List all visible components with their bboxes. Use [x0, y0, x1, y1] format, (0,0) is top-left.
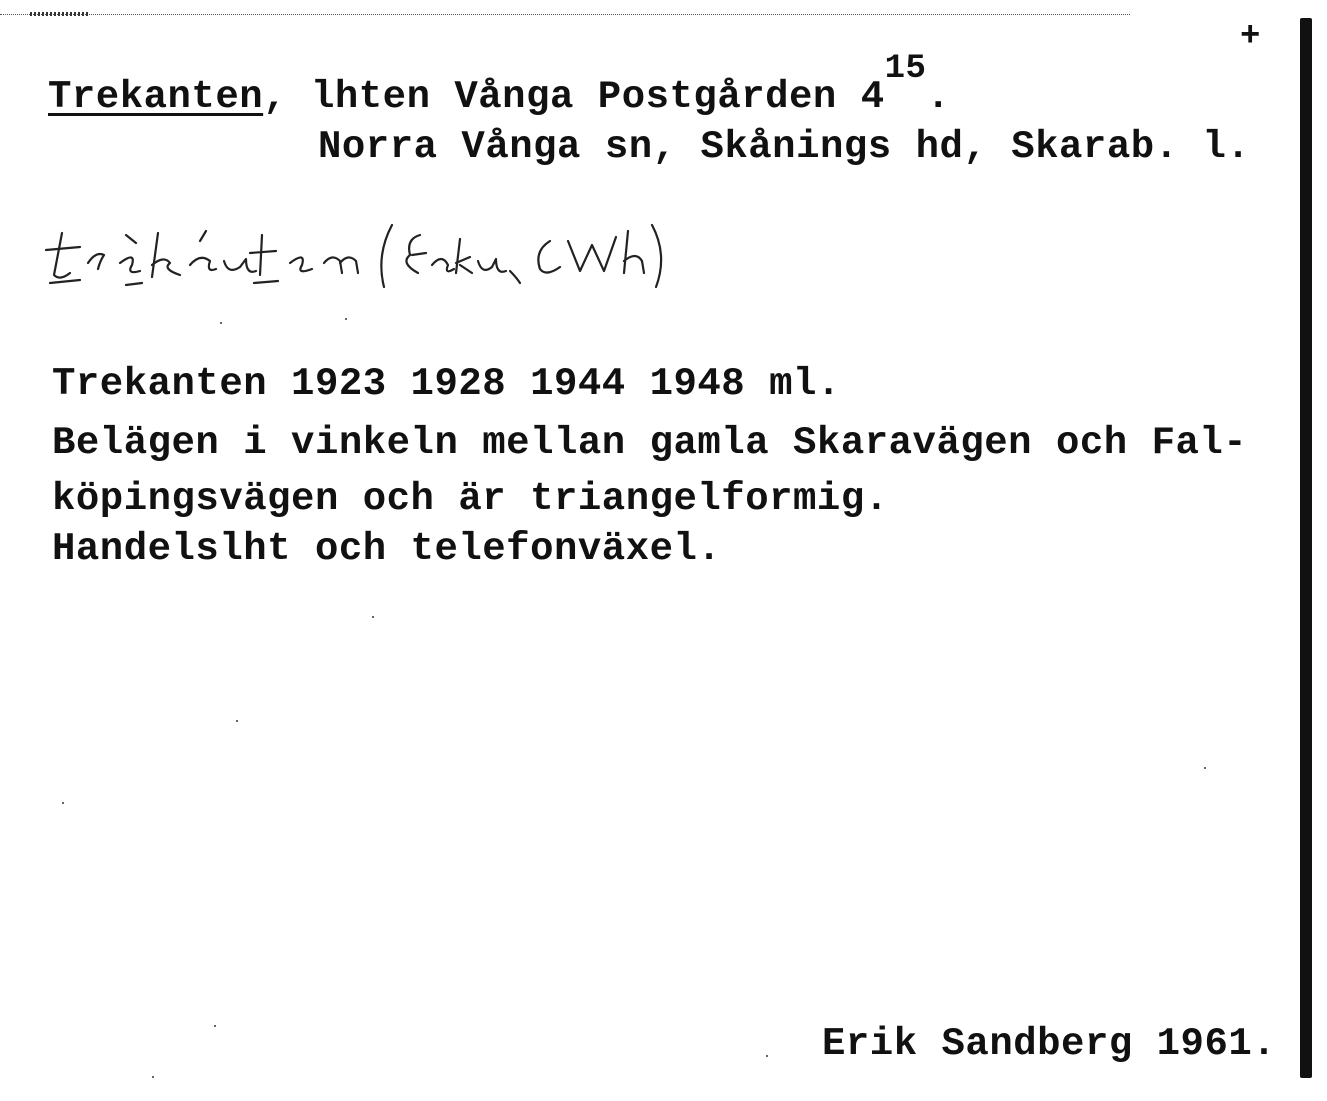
header-end: . — [926, 75, 951, 119]
card-top-edge — [0, 14, 1130, 15]
handwritten-pronunciation — [40, 205, 840, 295]
header-location: , lhten Vånga Postgården 4 — [263, 75, 885, 119]
speck — [236, 720, 238, 722]
speck — [1204, 767, 1206, 769]
speck — [766, 1055, 768, 1057]
speck — [152, 1076, 154, 1078]
signature: Erik Sandberg 1961. — [822, 1022, 1277, 1066]
record-line: Trekanten 1923 1928 1944 1948 ml. — [52, 362, 841, 406]
speck — [214, 1025, 216, 1027]
speck — [220, 322, 222, 324]
speck — [62, 802, 64, 804]
speck — [372, 616, 374, 618]
place-name: Trekanten — [48, 75, 264, 119]
speck — [345, 318, 347, 320]
header-superscript: 15 — [884, 50, 927, 88]
header-line-2: Norra Vånga sn, Skånings hd, Skarab. l. — [318, 125, 1251, 169]
description-line-3: Handelslht och telefonväxel. — [52, 527, 722, 571]
header-line-1 — [48, 50, 951, 119]
card-right-edge — [1300, 18, 1312, 1078]
card-top-edge-mark — [30, 12, 90, 16]
description-line-1: Belägen i vinkeln mellan gamla Skaravägen och Fal- — [52, 421, 1248, 465]
description-line-2: köpingsvägen och är triangelformig. — [52, 477, 889, 521]
corner-plus-mark: + — [1240, 18, 1261, 56]
